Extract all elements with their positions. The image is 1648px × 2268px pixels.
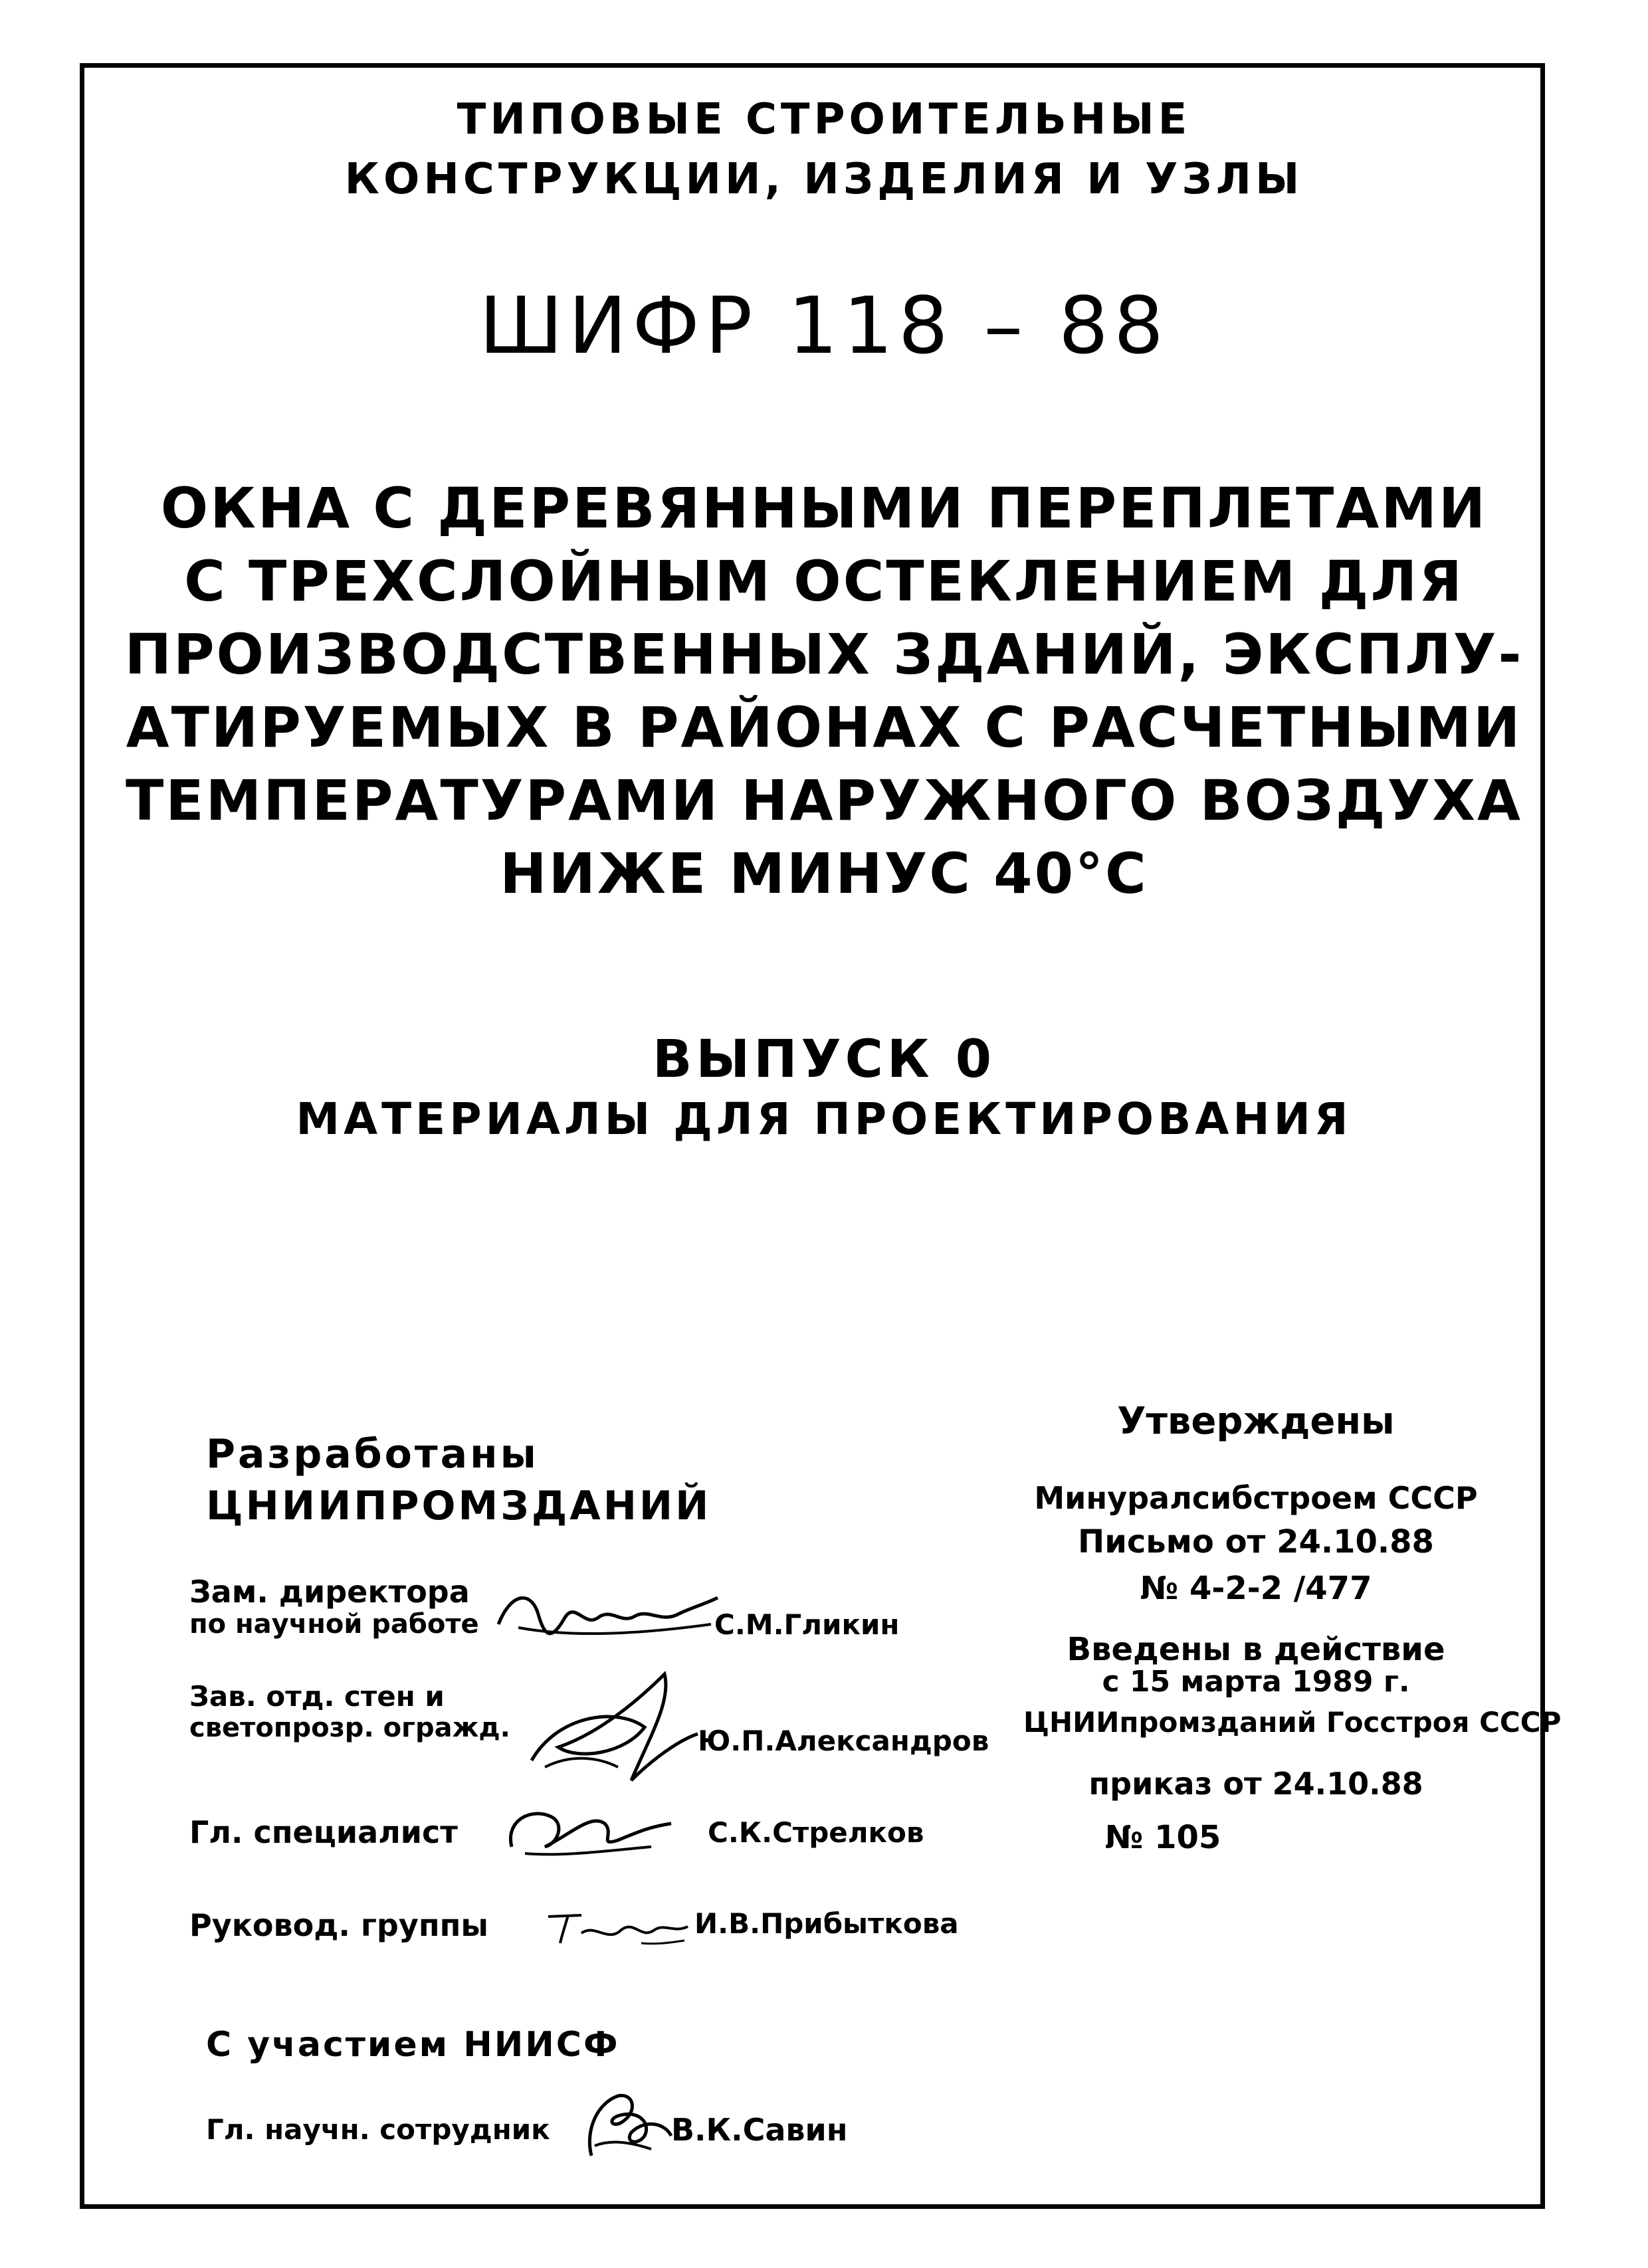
series-line-1: ТИПОВЫЕ СТРОИТЕЛЬНЫЕ [457, 95, 1191, 144]
collaborator-role: Гл. научн. сотрудник [206, 2113, 550, 2146]
series-line-2: КОНСТРУКЦИИ, ИЗДЕЛИЯ И УЗЛЫ [344, 155, 1304, 204]
signature-glikin [492, 1578, 731, 1651]
staff-name-aleksandrov: Ю.П.Александров [698, 1725, 989, 1757]
series-title [0, 90, 1648, 209]
signature-pribytkova [542, 1897, 694, 1956]
staff-name-pribytkova: И.В.Прибыткова [694, 1907, 959, 1940]
staff-role-chief-specialist: Гл. специалист [189, 1814, 458, 1850]
title-line-3: ПРОИЗВОДСТВЕННЫХ ЗДАНИЙ, ЭКСПЛУ- [124, 622, 1524, 687]
signature-savin [571, 2083, 684, 2169]
approval-heading: Утверждены [1117, 1400, 1395, 1443]
title-line-4: АТИРУЕМЫХ В РАЙОНАХ С РАСЧЕТНЫМИ [126, 695, 1522, 760]
staff-name-strelkov: С.К.Стрелков [708, 1816, 924, 1849]
title-line-1: ОКНА С ДЕРЕВЯННЫМИ ПЕРЕПЛЕТАМИ [160, 476, 1488, 541]
order-reference: приказ от 24.10.88 [1088, 1766, 1423, 1802]
developers-heading-line-2: ЦНИИПРОМЗДАНИЙ [206, 1483, 712, 1529]
staff-role-dept-head: Зав. отд. стен и светопрозр. огражд. [189, 1680, 510, 1743]
signature-strelkov [492, 1794, 691, 1867]
issue-subtitle: МАТЕРИАЛЫ ДЛЯ ПРОЕКТИРОВАНИЯ [296, 1093, 1352, 1145]
participation-line: С участием НИИСФ [206, 2025, 620, 2065]
introduced-date: с 15 марта 1989 г. [1102, 1665, 1410, 1699]
approval-letter-number: № 4-2-2 /477 [1140, 1570, 1372, 1607]
staff-name-glikin: С.М.Гликин [714, 1608, 900, 1641]
staff-role-deputy-director: Зам. директора по научной работе [189, 1574, 479, 1640]
staff-role-group-leader: Руковод. группы [189, 1907, 488, 1943]
introduced-label: Введены в действие [1067, 1631, 1445, 1668]
developers-heading-line-1: Разработаны [206, 1431, 539, 1477]
issue-label: ВЫПУСК 0 [652, 1030, 996, 1089]
title-line-5: ТЕМПЕРАТУРАМИ НАРУЖНОГО ВОЗДУХА [125, 768, 1523, 833]
collaborator-name: В.К.Савин [671, 2112, 848, 2148]
signature-aleksandrov [518, 1661, 718, 1794]
document-code: ШИФР 118 – 88 [478, 280, 1170, 371]
document-title [0, 472, 1648, 910]
approval-authority: Минуралсибстроем СССР [1034, 1480, 1478, 1516]
developers-heading [206, 1428, 711, 1532]
issuing-institute: ЦНИИпромзданий Госстроя СССР [1023, 1706, 1562, 1739]
title-line-2: С ТРЕХСЛОЙНЫМ ОСТЕКЛЕНИЕМ ДЛЯ [184, 549, 1464, 614]
approval-letter: Письмо от 24.10.88 [1078, 1523, 1434, 1560]
title-line-6: НИЖЕ МИНУС 40°С [500, 841, 1148, 906]
order-number: № 105 [1104, 1819, 1221, 1856]
